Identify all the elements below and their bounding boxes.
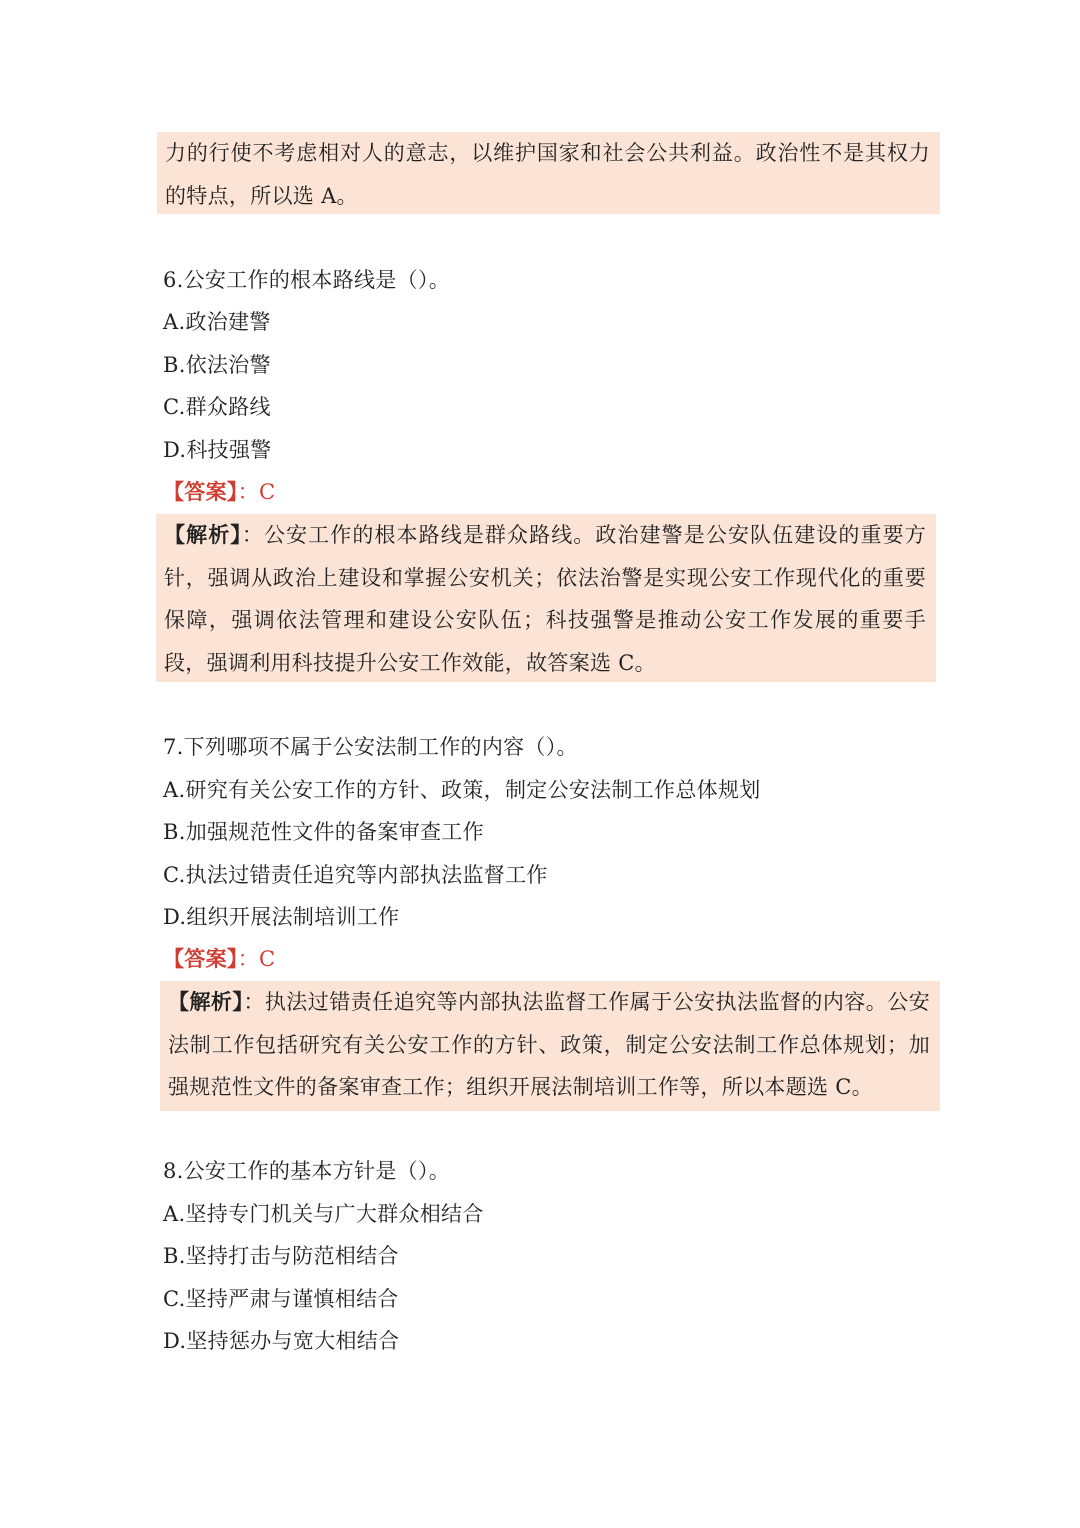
question-7-option-c: C.执法过错责任追究等内部执法监督工作 (163, 863, 548, 887)
question-7-answer (163, 945, 275, 973)
question-8-option-b: B.坚持打击与防范相结合 (163, 1244, 399, 1268)
question-7-analysis-box (160, 981, 940, 1111)
question-8-option-d: D.坚持惩办与宽大相结合 (163, 1329, 400, 1353)
prev-analysis-box (157, 132, 940, 214)
answer-tag: 【答案】 (163, 946, 238, 971)
question-8-option-a: A.坚持专门机关与广大群众相结合 (163, 1202, 484, 1226)
answer-value: ：C (237, 947, 276, 971)
question-8-stem: 8.公安工作的基本方针是（）。 (163, 1159, 451, 1183)
prev-analysis-text: 力的行使不考虑相对人的意志，以维护国家和社会公共利益。政治性不是其权力的特点，所以选 A。 (165, 141, 930, 208)
question-7-option-b: B.加强规范性文件的备案审查工作 (163, 820, 484, 844)
question-8-option-c: C.坚持严肃与谨慎相结合 (163, 1287, 399, 1311)
question-7-analysis-text: ：执法过错责任追究等内部执法监督工作属于公安执法监督的内容。公安法制工作包括研究有关公安工作的方针、政策，制定公安法制工作总体规划；加强规范性文件的备案审查工作；组织开展法制培训工作等，所以本题选 C。 (168, 990, 930, 1099)
question-6-option-d: D.科技强警 (163, 438, 272, 462)
question-7-option-d: D.组织开展法制培训工作 (163, 905, 400, 929)
question-6-stem: 6.公安工作的根本路线是（）。 (163, 268, 451, 292)
analysis-tag: 【解析】 (168, 989, 244, 1014)
analysis-tag: 【解析】 (164, 522, 242, 547)
question-7-option-a: A.研究有关公安工作的方针、政策，制定公安法制工作总体规划 (163, 778, 761, 802)
question-6-option-b: B.依法治警 (163, 353, 271, 377)
question-7-stem: 7.下列哪项不属于公安法制工作的内容（）。 (163, 735, 578, 759)
question-6-option-c: C.群众路线 (163, 395, 271, 419)
question-6-analysis-box (156, 514, 936, 682)
answer-value: ：C (237, 480, 276, 504)
answer-tag: 【答案】 (163, 479, 238, 504)
question-6-analysis-text: ：公安工作的根本路线是群众路线。政治建警是公安队伍建设的重要方针，强调从政治上建设和掌握公安机关；依法治警是实现公安工作现代化的重要保障，强调依法管理和建设公安队伍；科技强警是推动公安工作发展的重要手段，强调利用科技提升公安工作效能，故答案选 C。 (164, 523, 927, 675)
question-6-answer (163, 478, 275, 506)
question-6-option-a: A.政治建警 (163, 310, 271, 334)
